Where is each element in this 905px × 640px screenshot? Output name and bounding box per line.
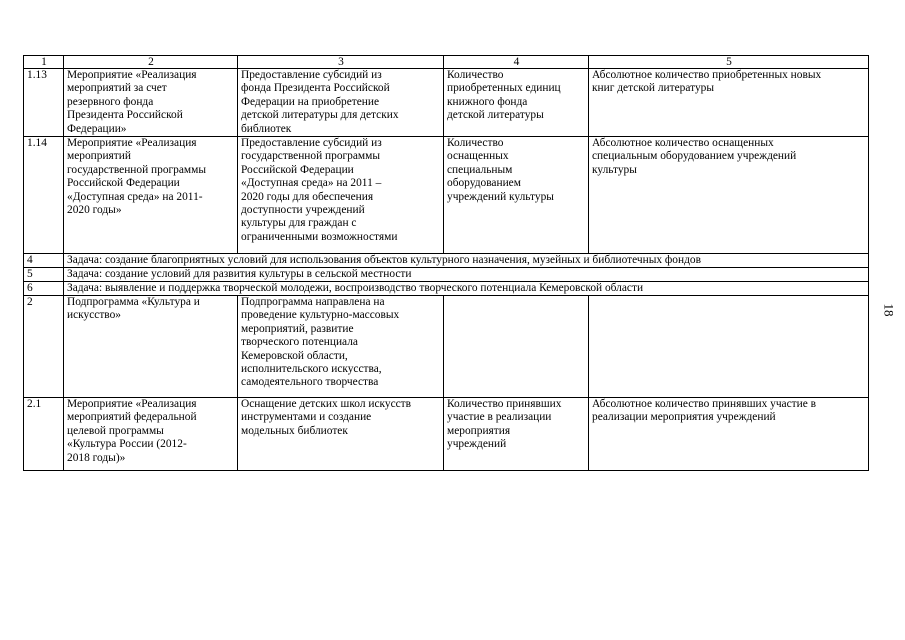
indicator-cell: Количество приобретенных единиц книжного фонда детской литературы (444, 69, 589, 137)
task-row (24, 254, 869, 268)
row-number: 6 (24, 282, 64, 296)
content-cell: Оснащение детских школ искусств инструментами и создание модельных библиотек (238, 398, 444, 471)
content-cell: Предоставление субсидий из государственной программы Российской Федерации «Доступная среда» на 2011 – 2020 годы для обеспечения доступности учреждений культуры для граждан с ограниченными возможностями (238, 137, 444, 254)
event-cell: Мероприятие «Реализация мероприятий федеральной целевой программы «Культура России (2012- 2018 годы)» (64, 398, 238, 471)
row-number: 1.14 (24, 137, 64, 254)
event-cell: Подпрограмма «Культура и искусство» (64, 296, 238, 398)
row-number: 2.1 (24, 398, 64, 471)
indicator-cell: Количество принявших участие в реализации мероприятия учреждений (444, 398, 589, 471)
task-row (24, 268, 869, 282)
task-text: Задача: выявление и поддержка творческой молодежи, воспроизводство творческого потенциала Кемеровской области (64, 282, 869, 296)
indicator-cell: Количество оснащенных специальным оборудованием учреждений культуры (444, 137, 589, 254)
row-number: 5 (24, 268, 64, 282)
definition-cell: Абсолютное количество приобретенных новых книг детской литературы (589, 69, 869, 137)
row-number: 1.13 (24, 69, 64, 137)
subprogram-row (24, 296, 869, 398)
event-cell: Мероприятие «Реализация мероприятий государственной программы Российской Федерации «Доступная среда» на 2011- 2020 годы» (64, 137, 238, 254)
definition-cell: Абсолютное количество принявших участие в реализации мероприятия учреждений (589, 398, 869, 471)
indicator-cell (444, 296, 589, 398)
definition-cell: Абсолютное количество оснащенных специальным оборудованием учреждений культуры (589, 137, 869, 254)
header-cell: 4 (444, 56, 589, 69)
task-text: Задача: создание условий для развития культуры в сельской местности (64, 268, 869, 282)
header-cell: 5 (589, 56, 869, 69)
event-cell: Мероприятие «Реализация мероприятий за счет резервного фонда Президента Российской Федерации» (64, 69, 238, 137)
table-row (24, 69, 869, 137)
task-text: Задача: создание благоприятных условий для использования объектов культурного назначения, музейных и библиотечных фондов (64, 254, 869, 268)
indicators-table (23, 55, 869, 471)
task-row (24, 282, 869, 296)
header-cell: 2 (64, 56, 238, 69)
content-cell: Предоставление субсидий из фонда Президента Российской Федерации на приобретение детской литературы для детских библиотек (238, 69, 444, 137)
definition-cell (589, 296, 869, 398)
page-number: 18 (881, 303, 897, 317)
content-cell: Подпрограмма направлена на проведение культурно-массовых мероприятий, развитие творческого потенциала Кемеровской области, исполнительского искусства, самодеятельного творчества (238, 296, 444, 398)
row-number: 2 (24, 296, 64, 398)
header-row (24, 56, 869, 69)
table-row (24, 398, 869, 471)
header-cell: 1 (24, 56, 64, 69)
table-row (24, 137, 869, 254)
row-number: 4 (24, 254, 64, 268)
header-cell: 3 (238, 56, 444, 69)
